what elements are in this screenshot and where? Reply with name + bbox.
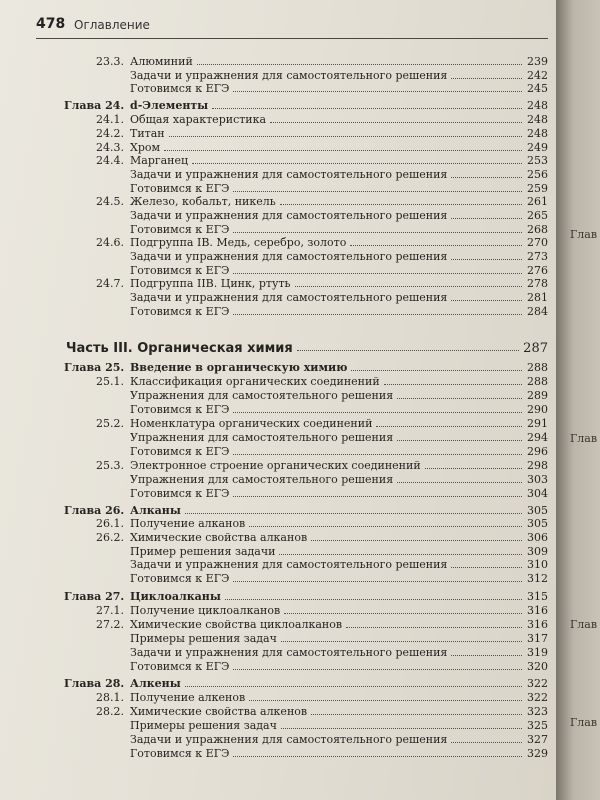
toc-entry-number: Глава 25. [64,361,125,374]
toc-entry-title: Примеры решения задач [130,632,277,645]
toc-entry-number: 23.3. [96,55,124,68]
dot-leader [376,426,522,427]
dot-leader [397,440,522,441]
toc-entry-number: 27.1. [96,604,124,617]
toc-page-number: 329 [527,747,548,760]
toc-page-number: 278 [527,277,548,290]
toc-entry-row [130,660,548,674]
toc-page-number: 249 [527,141,548,154]
dot-leader [185,686,522,687]
dot-leader [350,245,522,246]
toc-entry-number: Глава 24. [64,99,125,112]
toc-entry-title: Задачи и упражнения для самостоятельного решения [130,69,448,82]
toc-entry-title: Титан [130,127,165,140]
toc-page-number: 322 [527,691,548,704]
toc-entry-title: Готовимся к ЕГЭ [130,572,230,585]
toc-page-number: 294 [527,431,548,444]
toc-entry-row [78,113,548,127]
toc-entry-row [78,417,548,431]
toc-entry-title: Циклоалканы [130,590,221,603]
dot-leader [197,64,522,65]
toc-entry-row [78,127,548,141]
toc-entry-row [130,473,548,487]
toc-entry-row [130,389,548,403]
toc-entry-row [78,691,548,705]
toc-page-number: 248 [527,127,548,140]
toc-page-number: 317 [527,632,548,645]
dot-leader [281,728,522,729]
toc-entry-row [78,375,548,389]
toc-entry-title: Задачи и упражнения для самостоятельного решения [130,291,448,304]
toc-page-number: 261 [527,195,548,208]
toc-entry-number: 26.1. [96,517,124,530]
toc-entry-row [78,705,548,719]
toc-page-number: 310 [527,558,548,571]
toc-entry-title: Введение в органическую химию [130,361,348,374]
toc-page-number: 290 [527,403,548,416]
toc-entry-row [130,209,548,223]
toc-page-number: 320 [527,660,548,673]
toc-chapter-row [64,677,548,691]
toc-entry-title: Получение алканов [130,517,246,530]
toc-entry-number: Глава 27. [64,590,125,603]
toc-page-number: 242 [527,69,548,82]
dot-leader [233,669,522,670]
toc-page-number: 323 [527,705,548,718]
dot-leader [397,482,522,483]
toc-entry-number: 26.2. [96,531,124,544]
toc-entry-title: Подгруппа IIB. Цинк, ртуть [130,277,291,290]
toc-entry-title: Часть III. Органическая химия [66,341,293,356]
dot-leader [311,540,522,541]
toc-entry-title: Задачи и упражнения для самостоятельного решения [130,250,448,263]
toc-page-number: 287 [523,341,548,356]
toc-entry-title: Готовимся к ЕГЭ [130,445,230,458]
dot-leader [451,742,522,743]
toc-entry-title: Химические свойства циклоалканов [130,618,343,631]
dot-leader [233,412,522,413]
dot-leader [425,468,522,469]
toc-entry-row [130,545,548,559]
toc-entry-title: Готовимся к ЕГЭ [130,403,230,416]
toc-page-number: 322 [527,677,548,690]
toc-entry-row [130,69,548,83]
toc-page-number: 315 [527,590,548,603]
toc-page-number: 316 [527,618,548,631]
toc-entry-number: 25.1. [96,375,124,388]
toc-entry-title: Алканы [130,504,181,517]
toc-page-number: 303 [527,473,548,486]
adjacent-page-fragment: Глав [570,618,598,631]
toc-entry-row [130,632,548,646]
toc-page-number: 319 [527,646,548,659]
toc-page-number: 276 [527,264,548,277]
toc-entry-row [78,604,548,618]
toc-entry-title: Химические свойства алканов [130,531,308,544]
dot-leader [297,350,519,351]
toc-page-number: 239 [527,55,548,68]
dot-leader [233,496,522,497]
dot-leader [346,627,522,628]
toc-entry-row [78,459,548,473]
toc-entry-row [78,55,548,69]
toc-page-number: 327 [527,733,548,746]
dot-leader [451,300,522,301]
toc-entry-row [130,558,548,572]
adjacent-page-fragment: Глав [570,228,598,241]
toc-page-number: 309 [527,545,548,558]
toc-entry-row [78,141,548,155]
dot-leader [233,756,522,757]
toc-chapter-row [64,590,548,604]
page-number: 478 [36,16,66,32]
toc-entry-row [130,733,548,747]
toc-entry-title: Готовимся к ЕГЭ [130,660,230,673]
toc-entry-title: Номенклатура органических соединений [130,417,373,430]
toc-entry-title: Задачи и упражнения для самостоятельного решения [130,168,448,181]
toc-entry-row [130,403,548,417]
dot-leader [281,641,522,642]
dot-leader [212,108,522,109]
adjacent-page-fragment: Глав [570,716,598,729]
toc-entry-title: Готовимся к ЕГЭ [130,82,230,95]
toc-entry-row [78,618,548,632]
toc-page-number: 288 [527,375,548,388]
toc-entry-number: 27.2. [96,618,124,631]
toc-chapter-row [64,361,548,375]
toc-entry-row [78,531,548,545]
toc-entry-row [130,168,548,182]
toc-page-number: 304 [527,487,548,500]
toc-entry-number: 28.2. [96,705,124,718]
toc-entry-row [130,719,548,733]
toc-page-number: 273 [527,250,548,263]
toc-page-number: 248 [527,99,548,112]
dot-leader [451,259,522,260]
toc-entry-title: Общая характеристика [130,113,267,126]
toc-page-number: 248 [527,113,548,126]
dot-leader [384,384,522,385]
dot-leader [249,700,522,701]
toc-entry-number: 25.2. [96,417,124,430]
toc-entry-title: Задачи и упражнения для самостоятельного решения [130,646,448,659]
toc-entry-number: 25.3. [96,459,124,472]
toc-entry-title: Готовимся к ЕГЭ [130,223,230,236]
toc-page-number: 284 [527,305,548,318]
toc-entry-row [78,154,548,168]
toc-entry-title: Задачи и упражнения для самостоятельного решения [130,558,448,571]
toc-entry-title: d-Элементы [130,99,209,112]
dot-leader [451,177,522,178]
toc-entry-title: Упражнения для самостоятельного решения [130,473,394,486]
dot-leader [233,581,522,582]
toc-page-number: 256 [527,168,548,181]
toc-entry-row [130,572,548,586]
toc-entry-title: Хром [130,141,161,154]
toc-entry-number: 24.5. [96,195,124,208]
dot-leader [249,526,522,527]
toc-page-number: 259 [527,182,548,195]
toc-entry-row [130,223,548,237]
toc-entry-title: Получение алкенов [130,691,246,704]
dot-leader [451,78,522,79]
dot-leader [185,513,522,514]
dot-leader [311,714,522,715]
toc-entry-number: 24.7. [96,277,124,290]
toc-entry-row [130,445,548,459]
dot-leader [284,613,522,614]
toc-entry-title: Получение циклоалканов [130,604,281,617]
dot-leader [280,204,522,205]
toc-entry-title: Химические свойства алкенов [130,705,308,718]
toc-page-number: 291 [527,417,548,430]
toc-page-number: 281 [527,291,548,304]
toc-entry-row [130,182,548,196]
toc-page-number: 325 [527,719,548,732]
toc-page-number: 312 [527,572,548,585]
toc-page-number: 305 [527,517,548,530]
toc-entry-row [130,487,548,501]
toc-page-number: 245 [527,82,548,95]
toc-entry-row [78,236,548,250]
toc-entry-row [130,646,548,660]
toc-entry-title: Задачи и упражнения для самостоятельного решения [130,209,448,222]
toc-entry-title: Классификация органических соединений [130,375,380,388]
dot-leader [351,370,522,371]
dot-leader [451,218,522,219]
toc-entry-number: 24.1. [96,113,124,126]
toc-page-number: 316 [527,604,548,617]
toc-page-number: 306 [527,531,548,544]
dot-leader [295,286,522,287]
toc-entry-title: Готовимся к ЕГЭ [130,305,230,318]
toc-entry-title: Примеры решения задач [130,719,277,732]
toc-entry-number: 28.1. [96,691,124,704]
dot-leader [233,273,522,274]
toc-entry-title: Готовимся к ЕГЭ [130,264,230,277]
toc-entry-title: Готовимся к ЕГЭ [130,182,230,195]
toc-page-number: 288 [527,361,548,374]
adjacent-page-edge [556,0,600,800]
adjacent-page-fragment: Глав [570,432,598,445]
toc-entry-title: Задачи и упражнения для самостоятельного решения [130,733,448,746]
toc-part-row [66,341,548,355]
dot-leader [451,567,522,568]
dot-leader [233,454,522,455]
running-title: Оглавление [74,18,150,32]
toc-entry-row [130,291,548,305]
toc-chapter-row [64,99,548,113]
toc-entry-title: Пример решения задачи [130,545,276,558]
toc-entry-title: Алюминий [130,55,193,68]
dot-leader [164,150,522,151]
toc-page-number: 253 [527,154,548,167]
toc-entry-row [78,195,548,209]
toc-entry-number: Глава 26. [64,504,125,517]
dot-leader [451,655,522,656]
toc-page-number: 270 [527,236,548,249]
toc-page-number: 298 [527,459,548,472]
dot-leader [233,191,522,192]
toc-entry-number: 24.4. [96,154,124,167]
toc-entry-title: Упражнения для самостоятельного решения [130,389,394,402]
toc-entry-number: 24.3. [96,141,124,154]
toc-page-number: 296 [527,445,548,458]
toc-entry-title: Марганец [130,154,189,167]
dot-leader [270,122,522,123]
toc-entry-number: 24.2. [96,127,124,140]
toc-entry-title: Железо, кобальт, никель [130,195,276,208]
dot-leader [233,232,522,233]
toc-entry-row [78,517,548,531]
toc-page-number: 289 [527,389,548,402]
toc-entry-row [78,277,548,291]
toc-entry-title: Готовимся к ЕГЭ [130,747,230,760]
toc-page-number: 265 [527,209,548,222]
dot-leader [233,314,522,315]
toc-entry-title: Готовимся к ЕГЭ [130,487,230,500]
toc-entry-number: 24.6. [96,236,124,249]
toc-entry-title: Упражнения для самостоятельного решения [130,431,394,444]
toc-page-number: 305 [527,504,548,517]
toc-entry-title: Алкены [130,677,181,690]
dot-leader [279,554,522,555]
dot-leader [169,136,522,137]
toc-entry-title: Электронное строение органических соединений [130,459,421,472]
toc-entry-row [130,431,548,445]
toc-entry-row [130,747,548,761]
dot-leader [192,163,522,164]
toc-entry-row [130,82,548,96]
toc-entry-row [130,264,548,278]
toc-page-number: 268 [527,223,548,236]
toc-entry-row [130,250,548,264]
toc-entry-title: Подгруппа IB. Медь, серебро, золото [130,236,347,249]
toc-entry-row [130,305,548,319]
toc-entry-number: Глава 28. [64,677,125,690]
toc-chapter-row [64,504,548,518]
dot-leader [233,91,522,92]
dot-leader [225,599,522,600]
dot-leader [397,398,522,399]
